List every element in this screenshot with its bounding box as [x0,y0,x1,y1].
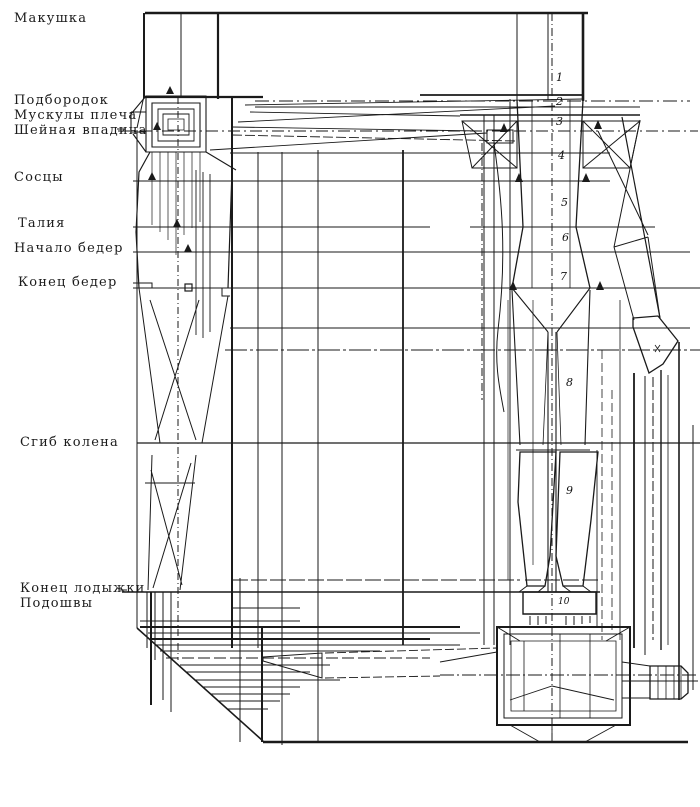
level-label: Шейная впадина [14,122,148,139]
section-number: 10 [558,597,570,607]
finger-lines [602,300,679,700]
right-hand [633,316,678,373]
section-number: 4 [558,149,565,162]
level-label: Талия [18,215,66,232]
side-legs [139,288,228,590]
section-number: 6 [562,231,569,244]
level-label: Сгиб колена [20,434,119,451]
front-torso [512,100,590,288]
section-number: 8 [566,376,573,389]
perspective-connectors [210,99,583,678]
front-foot [440,627,698,742]
right-arm [598,117,679,700]
section-lines [117,101,700,608]
level-label: Начало бедер [14,240,124,257]
section-number: 9 [566,484,573,497]
side-view-figure [131,86,533,712]
level-label: Подбородок [14,92,109,109]
level-label: Подошвы [20,595,94,612]
section-number: 5 [561,196,568,209]
front-shoulders [462,121,640,168]
section-number: 3 [556,115,563,128]
level-label: Макушка [14,10,88,27]
level-label: Мускулы плеча [14,107,138,124]
section-number: 1 [556,71,563,84]
section-number: 2 [556,95,563,108]
level-label: Конец бедер [18,274,118,291]
front-toe [622,662,698,699]
level-label: Конец лодыжки [20,580,146,597]
section-number: 7 [560,270,567,283]
side-projection-lines [152,152,533,580]
level-label: Сосцы [14,169,64,186]
front-legs [512,288,598,627]
bounding-box [137,13,693,745]
side-foot [140,592,480,712]
